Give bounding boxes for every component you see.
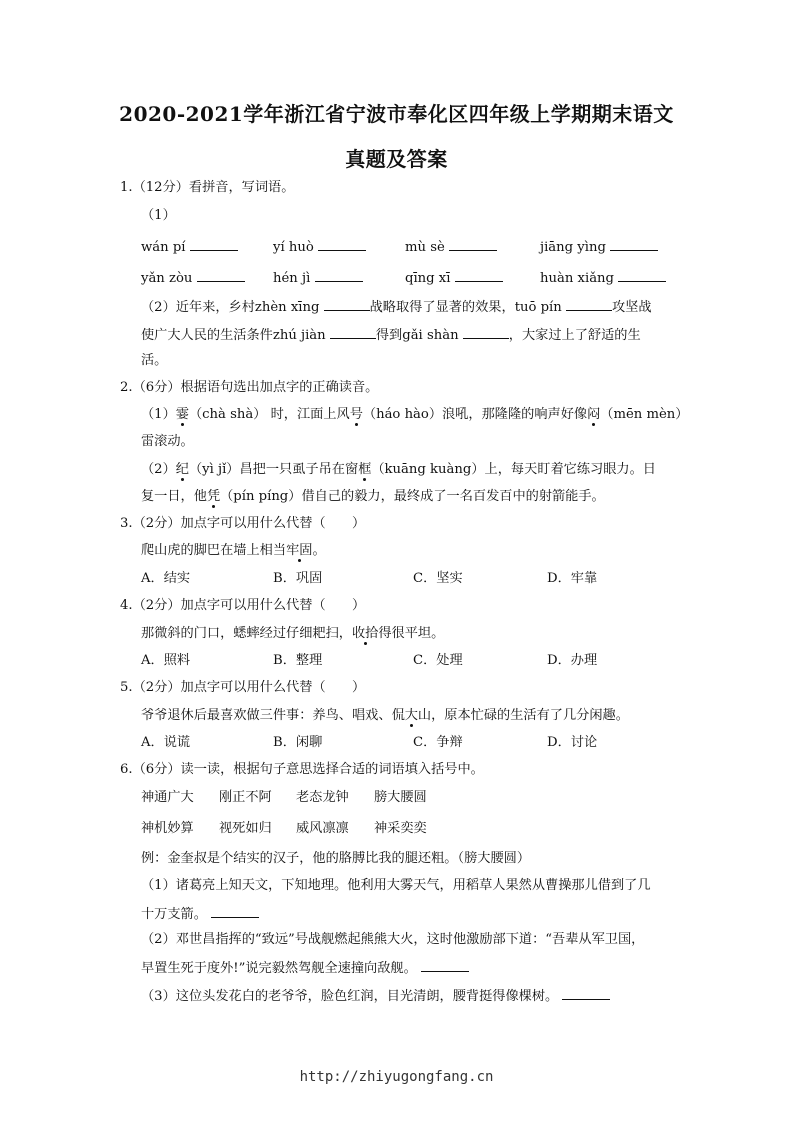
answer-blank[interactable] — [318, 237, 366, 251]
question-1-part2-line2: 使广大人民的生活条件zhú jiàn 得到gǎi shàn ，大家过上了舒适的生 — [141, 325, 641, 345]
answer-blank[interactable] — [330, 325, 376, 339]
answer-blank[interactable] — [455, 268, 503, 282]
answer-blank[interactable] — [315, 268, 363, 282]
dotted-char: 纪 — [175, 462, 189, 477]
question-1-part2-line1: （2）近年来，乡村zhèn xīng 战略取得了显著的效果，tuō pín 攻坚战 — [141, 297, 652, 317]
answer-blank[interactable] — [211, 904, 259, 918]
dotted-char: 侃大山 — [391, 708, 432, 723]
pinyin-item: jiāng yìng — [540, 237, 658, 257]
question-2-line2: 雷滚动。 — [141, 434, 194, 449]
option-d[interactable]: D．讨论 — [547, 735, 598, 750]
pinyin-item: huàn xiǎng — [540, 268, 666, 288]
pinyin-item: mù sè — [405, 237, 497, 257]
question-6-heading: 6.（6分）读一读，根据句子意思选择合适的词语填入括号中。 — [120, 762, 484, 777]
option-d[interactable]: D．牢靠 — [547, 571, 598, 586]
question-4-heading: 4.（2分）加点字可以用什么代替（ ） — [120, 598, 366, 613]
option-b[interactable]: B．整理 — [273, 653, 323, 668]
word-choice: 老态龙钟 — [296, 790, 349, 805]
answer-blank[interactable] — [610, 237, 658, 251]
word-choice: 膀大腰圆 — [374, 790, 427, 805]
answer-blank[interactable] — [562, 986, 610, 1000]
pinyin-item: qīng xī — [405, 268, 503, 288]
answer-blank[interactable] — [324, 297, 370, 311]
question-6-sentence1-line2: 十万支箭。 — [141, 904, 259, 924]
dotted-char: 框 — [358, 462, 372, 477]
question-1-part2-line3: 活。 — [141, 353, 168, 368]
option-c[interactable]: C．坚实 — [413, 571, 463, 586]
page-title-line2: 真题及答案 — [345, 147, 448, 171]
pinyin-item: yí huò — [273, 237, 366, 257]
question-2-heading: 2.（6分）根据语句选出加点字的正确读音。 — [120, 380, 379, 395]
word-choice: 威风凛凛 — [296, 821, 349, 836]
question-5-sentence: 爷爷退休后最喜欢做三件事：养鸟、唱戏、侃大山，原本忙碌的生活有了几分闲趣。 — [141, 708, 629, 723]
question-2-line4: 复一日，他凭（pín píng）借自己的毅力，最终成了一名百发百中的射箭能手。 — [141, 489, 605, 504]
word-choice: 刚正不阿 — [219, 790, 272, 805]
pinyin-item: hén jì — [273, 268, 363, 288]
pinyin-item: wán pí — [141, 237, 238, 257]
word-choice: 视死如归 — [219, 821, 272, 836]
question-6-example: 例：金奎叔是个结实的汉子，他的胳膊比我的腿还粗。（膀大腰圆） — [141, 851, 531, 866]
answer-blank[interactable] — [421, 958, 469, 972]
question-6-sentence2-line2: 早置生死于度外!”说完毅然驾舰全速撞向敌舰。 — [141, 958, 469, 978]
option-d[interactable]: D．办理 — [547, 653, 598, 668]
answer-blank[interactable] — [197, 268, 245, 282]
question-6-sentence2-line1: （2）邓世昌指挥的“致远”号战舰燃起熊熊大火，这时他激励部下道：“吾辈从军卫国， — [141, 932, 645, 947]
answer-blank[interactable] — [566, 297, 612, 311]
question-1-heading: 1.（12分）看拼音，写词语。 — [120, 180, 295, 195]
question-1-sub1: （1） — [141, 208, 176, 223]
dotted-char: 收拾 — [352, 626, 379, 641]
question-6-sentence3: （3）这位头发花白的老爷爷，脸色红润，目光清朗，腰背挺得像棵树。 — [141, 986, 610, 1006]
answer-blank[interactable] — [449, 237, 497, 251]
question-5-heading: 5.（2分）加点字可以用什么代替（ ） — [120, 680, 366, 695]
word-choice: 神通广大 — [141, 790, 194, 805]
word-choice: 神机妙算 — [141, 821, 194, 836]
dotted-char: 凭 — [206, 489, 221, 504]
dotted-char: 牢固 — [286, 543, 313, 558]
question-4-sentence: 那微斜的门口，蟋蟀经过仔细耙扫，收拾得很平坦。 — [141, 626, 445, 641]
option-b[interactable]: B．巩固 — [273, 571, 323, 586]
answer-blank[interactable] — [618, 268, 666, 282]
dotted-char: 霎 — [175, 407, 189, 422]
option-a[interactable]: A．说谎 — [141, 735, 191, 750]
question-6-sentence1-line1: （1）诸葛亮上知天文，下知地理。他利用大雾天气，用稻草人果然从曹操那儿借到了几 — [141, 878, 651, 893]
dotted-char: 号 — [349, 407, 363, 422]
page-title-line1: 2020-2021学年浙江省宁波市奉化区四年级上学期期末语文 — [119, 102, 674, 126]
question-3-sentence: 爬山虎的脚巴在墙上相当牢固。 — [141, 543, 326, 558]
question-3-heading: 3.（2分）加点字可以用什么代替（ ） — [120, 516, 366, 531]
question-2-line1: （1）霎（chà shà） 时，江面上风号（háo hào）浪吼，那隆隆的响声好像闷（mēn mèn） — [141, 407, 689, 422]
option-a[interactable]: A．照料 — [141, 653, 191, 668]
option-c[interactable]: C．争辩 — [413, 735, 463, 750]
dotted-char: 闷 — [587, 407, 601, 422]
word-choice: 神采奕奕 — [374, 821, 427, 836]
answer-blank[interactable] — [463, 325, 509, 339]
option-b[interactable]: B．闲聊 — [273, 735, 323, 750]
question-2-line3: （2）纪（yì jǐ）昌把一只虱子吊在窗框（kuāng kuàng）上，每天盯着它练习眼力。日 — [141, 462, 656, 477]
pinyin-item: yǎn zòu — [141, 268, 245, 288]
footer-url[interactable]: http://zhiyugongfang.cn — [299, 1069, 494, 1085]
answer-blank[interactable] — [190, 237, 238, 251]
option-a[interactable]: A．结实 — [141, 571, 191, 586]
option-c[interactable]: C．处理 — [413, 653, 463, 668]
